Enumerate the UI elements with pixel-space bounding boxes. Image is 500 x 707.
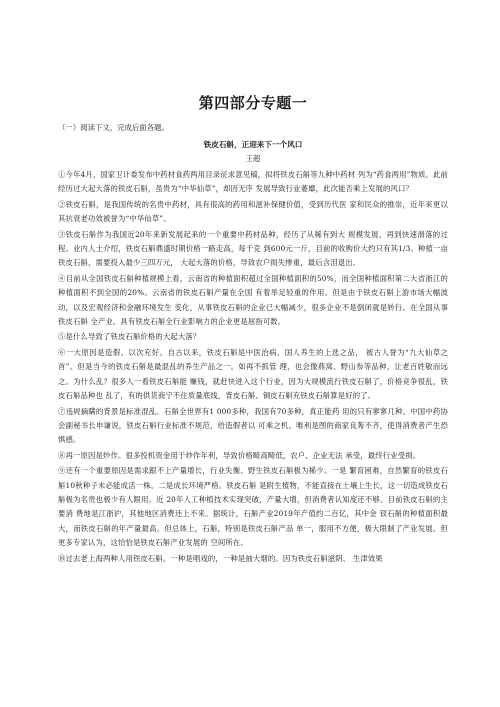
paragraph-7: ⑦违规摘瞒的背景是标准混乱。石斛全世界有1 000多种，我国有70多种，真正能药 用的只有寥寥几种。中国中药协会副秘书长申谦说，铁皮石斛行业标准不规范，给造假者以 可乘之机。唯利是图的商家良莠不齐，使得消费者产生恐惧感。 <box>58 406 448 445</box>
article-author: 王超 <box>245 154 261 163</box>
paragraph-5: ⑤是什么导致了铁皮石斛价格的大起大落？ <box>58 332 201 342</box>
paragraph-10: ⑩过去老上海两种人用铁皮石斛。一种是唱戏的，一种是抽大烟的。因为铁皮石斛滋阴、 生津效果 <box>58 553 383 563</box>
paragraph-6: ⑥一大原因是造假、以次充好。自古以来，铁皮石斛是中医治病、国人养生的上选之品， 被古人誉为“九大仙草之首”。但是当今的铁皮石斛是最混乱的养生产品之一。如再不抓管 理，也会像燕窝、野山参等品种，让老百姓敬而远之。为什么乱？很多人一看铁皮石斛能 赚钱，就赶快进入这个行业，因为大规模流行铁皮石斛了，价格竞争很乱，铁皮石斛品种也 乱了，有的供货商宁不住质量底线，背皮石斛、铜皮石斛充铁皮石斛算是好的了。 <box>58 347 448 401</box>
paragraph-8: ⑧再一原因是炒作。很多投机资金用于炒作年利，导致价格畸高畸低，农户、企业无法 承受，最终行业受损。 <box>58 450 421 460</box>
paragraph-4: ④目前从全国铁皮石斛种植规模上看，云南省的种植面积超过全国种植面积的50%，而全国种植面积第二大省浙江的种植面积不到全国的20%。云南省的铁皮石斛产量在全国 有着举足轻重的作用。但是由于铁皮石斛上游市场大幅波动，以及宏观经济和金融环境发生 变化，从事铁皮石斛的企业已大幅减少，很多企业不是倒闭就是转行。在全国从事铁皮石斛 全产业、具有铁皮石斛全行业影响力的企业更是屈指可数。 <box>58 273 448 327</box>
paragraph-3: ③铁皮石斛作为我国近20年来新发展起来的一个重要中药材品种，经历了从稀有到大 规模发展，再到快速滑落的过程。业内人士介绍，铁皮石斛鼎盛时期价格一路走高，每千克 到600元一斤，目前的收购价大约只有其1/3。种植一亩铁皮石斛，需要投入最少三四万元， 大起大落的价格，导致农户损失惨重，最后含泪退出。 <box>58 229 448 268</box>
article-title: 铁皮石斛，正迎来下一个风口 <box>203 140 303 149</box>
paragraph-2: ②铁皮石斛，是我国传统的名贵中药材，具有很高的药用和滋补保健价值，受到历代医 家和民众的推崇，近年来更以其抗衰老功效被誉为“中华仙草”。 <box>58 199 448 224</box>
paragraph-9: ⑨还有一个重要原因是需求跟不上产量增长，行业失衡。野生铁皮石斛极为稀少。一是 繁育困难，自然繁育的铁皮石斛10秋种子未必能成活一株。二是成长环境严格。铁皮石斛 是附生植物，不能直接在土壤上生长，这一切造成铁皮石斛极为名贵也极少有人眼用。近 20年人工种植技术实现突破，产量大增，但消费者认知度还不够。目前铁皮石斛的主要消 费地是江浙沪，其他地区消费还上不来。据统计，石斛产业2019年产值约二百亿，其中金 钗石斛的种植面积最大，而铁皮石斛的年产量最高。但总体上，石斛，特别是铁皮石斛产品 单一，服用不方便，极大限制了产业发展。但更多专家认为，这恰恰是铁皮石斛产业发展的 空间所在。 <box>58 466 448 548</box>
section-instruction: （一）阅读下文，完成后面各题。 <box>58 123 169 132</box>
paragraph-1: ①今年4月，国家卫计委发布中药材食药两用目录征求意见稿，拟将铁皮石斛等九种中药材 列为“药食两用”物质。此前经历过大起大落的铁皮石斛，虽贵为“中华仙草”，却因无序 发展导致行业萎靡，此次能否乘上发展的风口？ <box>58 170 448 194</box>
page-title: 第四部分专题一 <box>198 94 308 112</box>
